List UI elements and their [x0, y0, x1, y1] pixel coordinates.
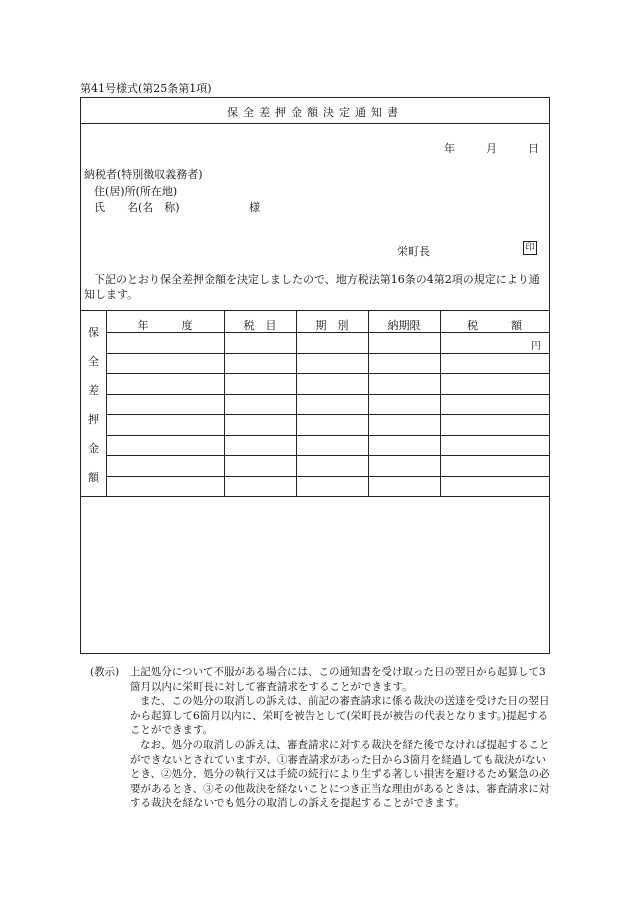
header-tax-amount: 税 額 [467, 319, 522, 332]
instruction-p3: なお、処分の取消しの訴えは、審査請求に対する裁決を経た後でなければ提起することができないとされていますが、①審査請求があった日から3箇月を経過しても裁決がないとき、②処分、処分の執行又は手続の続行により生ずる著しい損害を避けるため緊急の必要があるとき、③その他裁決を経ないことにつき正当な理由があるときは、審査請求に対する裁決を経ないでも処分の取消しの訴えを提起することができます。 [130, 738, 550, 810]
instruction-p2: また、この処分の取消しの訴えは、前記の審査請求に係る裁決の送達を受けた日の翌日から起算して6箇月以内に、栄町を被告として(栄町長が被告の代表となります。)提起することができます。 [130, 695, 550, 737]
table-col-divider [440, 310, 441, 496]
side-label-char: 金 [88, 442, 99, 455]
table-row-line [106, 414, 549, 415]
side-label-char: 差 [88, 384, 99, 397]
date-month: 月 [486, 142, 497, 155]
table-col-divider [296, 310, 297, 496]
header-due-date: 納期限 [387, 319, 421, 332]
table-col-divider [106, 310, 107, 496]
table-row-line [106, 455, 549, 456]
instruction-p1-text: 上記処分について不服がある場合には、この通知書を受け取った日の翌日から起算して3箇月以内に栄町長に対して審査請求をすることができます。 [129, 666, 546, 693]
notice-text: 下記のとおり保全差押金額を決定しましたので、地方税法第16条の4第2項の規定により通知します。 [84, 273, 540, 301]
issuer-name: 栄町長 [397, 245, 430, 258]
table-row-line [106, 353, 549, 354]
side-label-char: 押 [88, 413, 99, 426]
table-row-line [106, 476, 549, 477]
taxpayer-label: 納税者(特別徴収義務者) [84, 168, 203, 181]
table-row-line [106, 435, 549, 436]
header-fiscal-year: 年 度 [137, 319, 193, 332]
address-label: 住(居)所(所在地) [94, 185, 178, 198]
form-number: 第41号様式(第25条第1項) [80, 82, 212, 95]
side-label-char: 全 [88, 355, 99, 368]
title-row [81, 98, 549, 124]
table-row-line [106, 394, 549, 395]
name-label: 氏 名(名 称) [94, 201, 180, 214]
document-title: 保全差押金額決定通知書 [227, 106, 403, 119]
date-year: 年 [444, 142, 455, 155]
table-col-divider [368, 310, 369, 496]
seal-mark: 印 [523, 241, 537, 255]
table-row-line [106, 373, 549, 374]
instruction-label: (教示) [90, 666, 120, 678]
header-tax-item: 税 目 [243, 319, 277, 332]
date-line [444, 140, 539, 156]
header-period: 期 別 [315, 319, 349, 332]
table-bottom-border [81, 496, 549, 497]
instruction-p1 [90, 665, 550, 694]
instruction-block [90, 665, 550, 811]
notice-frame [80, 97, 550, 654]
table-col-divider [224, 310, 225, 496]
honorific: 様 [249, 201, 260, 214]
side-label-char: 額 [88, 471, 99, 484]
table-top-border [81, 310, 549, 311]
side-label-char: 保 [88, 326, 99, 339]
date-day: 日 [528, 142, 539, 155]
currency-unit: 円 [531, 341, 541, 352]
